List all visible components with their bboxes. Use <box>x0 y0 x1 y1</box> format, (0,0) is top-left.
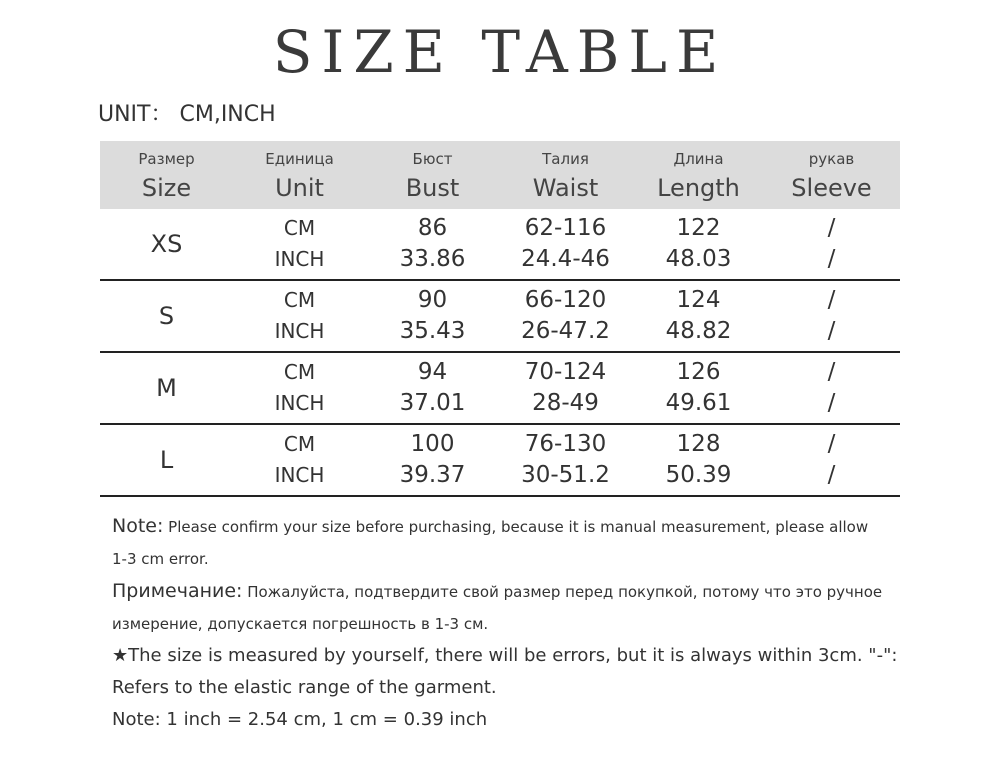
note-en-body: Please confirm your size before purchasing, because it is manual measurement, please allow <box>163 518 869 536</box>
notes-section <box>112 510 912 736</box>
waist-cell: 26-47.2 <box>521 318 610 344</box>
header-sleeve <box>765 141 898 202</box>
header-sleeve-ru: рукав <box>808 150 855 168</box>
note-ru-lead: Примечание: <box>112 580 243 602</box>
header-waist-ru: Талия <box>542 150 589 168</box>
waist-cell: 62-116 <box>524 215 607 241</box>
header-bust-en: Bust <box>405 174 460 202</box>
cm-line <box>233 284 900 316</box>
length-cell: 48.82 <box>665 318 732 344</box>
unit-label: UNIT： CM,INCH <box>98 102 276 127</box>
waist-cell: 24.4-46 <box>521 246 610 272</box>
size-table <box>100 141 900 497</box>
header-unit-en: Unit <box>275 174 324 202</box>
bust-cell: 35.43 <box>399 318 466 344</box>
header-waist-en: Waist <box>532 174 599 202</box>
note-en <box>112 510 912 543</box>
unit-cell: INCH <box>274 247 325 271</box>
length-cell: 122 <box>676 215 721 241</box>
unit-cell: INCH <box>274 391 325 415</box>
unit-cell: INCH <box>274 319 325 343</box>
length-cell: 49.61 <box>665 390 732 416</box>
waist-cell: 76-130 <box>524 431 607 457</box>
header-size <box>100 141 233 202</box>
header-length-en: Length <box>657 174 740 202</box>
size-cell: L <box>159 446 174 474</box>
table-row <box>100 209 900 281</box>
sleeve-cell: / <box>827 287 836 313</box>
unit-cell: CM <box>283 288 316 312</box>
unit-cell: INCH <box>274 463 325 487</box>
length-cell: 48.03 <box>665 246 732 272</box>
sleeve-cell: / <box>827 390 836 416</box>
length-cell: 124 <box>676 287 721 313</box>
length-cell: 50.39 <box>665 462 732 488</box>
bust-cell: 94 <box>417 359 448 385</box>
unit-cell: CM <box>283 432 316 456</box>
size-cell: S <box>158 302 175 330</box>
note-en-lead: Note: <box>112 515 164 537</box>
header-bust-ru: Бюст <box>412 150 453 168</box>
header-bust <box>366 141 499 202</box>
note-ru <box>112 575 912 608</box>
header-length-ru: Длина <box>673 150 724 168</box>
waist-cell: 66-120 <box>524 287 607 313</box>
sleeve-cell: / <box>827 431 836 457</box>
table-row <box>100 353 900 425</box>
table-header <box>100 141 900 209</box>
inch-line <box>233 387 900 419</box>
length-cell: 128 <box>676 431 721 457</box>
conversion-note: Note: 1 inch = 2.54 cm, 1 cm = 0.39 inch <box>112 709 488 730</box>
header-size-ru: Размер <box>138 150 195 168</box>
star-note-cont: Refers to the elastic range of the garment. <box>112 677 497 698</box>
header-length <box>632 141 765 202</box>
bust-cell: 100 <box>410 431 455 457</box>
sleeve-cell: / <box>827 215 836 241</box>
cm-line <box>233 356 900 388</box>
length-cell: 126 <box>676 359 721 385</box>
table-row <box>100 425 900 497</box>
header-unit <box>233 141 366 202</box>
sleeve-cell: / <box>827 359 836 385</box>
bust-cell: 39.37 <box>399 462 466 488</box>
bust-cell: 37.01 <box>399 390 466 416</box>
inch-line <box>233 243 900 275</box>
bust-cell: 86 <box>417 215 448 241</box>
inch-line <box>233 459 900 491</box>
bust-cell: 90 <box>417 287 448 313</box>
unit-cell: CM <box>283 216 316 240</box>
star-note: ★The size is measured by yourself, there will be errors, but it is always within 3cm. "-": <box>112 645 898 666</box>
waist-cell: 30-51.2 <box>521 462 610 488</box>
header-waist <box>499 141 632 202</box>
page-title: SIZE TABLE <box>272 18 728 86</box>
note-ru-body: Пожалуйста, подтвердите свой размер перед покупкой, потому что это ручное <box>242 583 883 601</box>
sleeve-cell: / <box>827 318 836 344</box>
header-size-en: Size <box>141 174 192 202</box>
waist-cell: 70-124 <box>524 359 607 385</box>
note-ru-cont: измерение, допускается погрешность в 1-3 см. <box>112 615 489 633</box>
table-row <box>100 281 900 353</box>
unit-cell: CM <box>283 360 316 384</box>
cm-line <box>233 212 900 244</box>
size-cell: XS <box>150 230 183 258</box>
inch-line <box>233 315 900 347</box>
sleeve-cell: / <box>827 462 836 488</box>
waist-cell: 28-49 <box>532 390 599 416</box>
cm-line <box>233 428 900 460</box>
bust-cell: 33.86 <box>399 246 466 272</box>
header-sleeve-en: Sleeve <box>791 174 872 202</box>
header-unit-ru: Единица <box>265 150 334 168</box>
note-en-cont: 1-3 cm error. <box>112 550 209 568</box>
size-cell: M <box>156 374 177 402</box>
sleeve-cell: / <box>827 246 836 272</box>
